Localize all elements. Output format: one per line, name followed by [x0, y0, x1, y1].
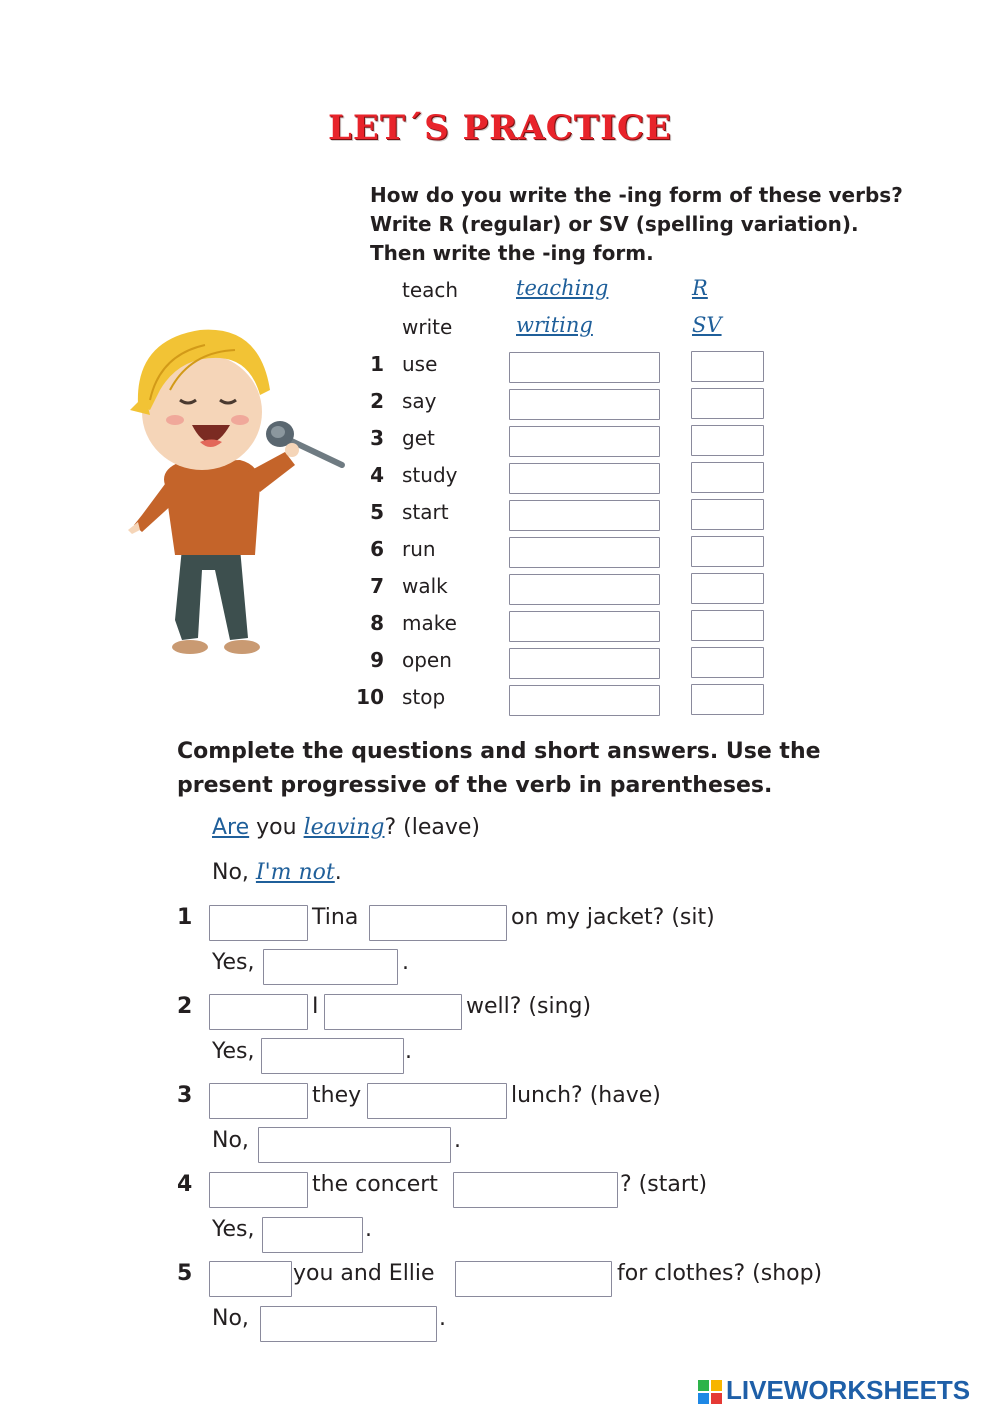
short-answer-input[interactable]	[262, 1217, 363, 1253]
ing-form-input[interactable]	[509, 685, 660, 716]
example-row	[0, 276, 1000, 306]
example-verb: write	[402, 315, 453, 339]
answer-start: No,	[212, 1128, 249, 1153]
liveworksheets-logo-icon	[698, 1380, 722, 1404]
example-question	[212, 815, 480, 840]
main-verb-input[interactable]	[453, 1172, 618, 1208]
spelling-type-input[interactable]	[691, 684, 764, 715]
verb-label: get	[402, 426, 435, 450]
example-type-answer: SV	[692, 313, 722, 337]
verb-row	[0, 498, 1000, 528]
aux-verb-input[interactable]	[209, 1172, 308, 1208]
verb-row	[0, 535, 1000, 565]
example-subject: you	[256, 815, 297, 840]
item-number: 1	[370, 352, 384, 376]
instruction-line: Write R (regular) or SV (spelling variation).	[370, 212, 859, 236]
question-end: on my jacket? (sit)	[511, 905, 715, 930]
main-verb-input[interactable]	[367, 1083, 507, 1119]
example-short-answer: I'm not	[255, 860, 335, 885]
instruction-line: present progressive of the verb in parentheses.	[177, 773, 773, 798]
verb-row	[0, 609, 1000, 639]
aux-verb-input[interactable]	[209, 905, 308, 941]
item-number: 4	[370, 463, 384, 487]
brand-name[interactable]: LIVEWORKSHEETS	[726, 1375, 971, 1405]
example-hint: ? (leave)	[384, 815, 481, 840]
short-answer-input[interactable]	[261, 1038, 404, 1074]
spelling-type-input[interactable]	[691, 536, 764, 567]
verb-row	[0, 350, 1000, 380]
aux-verb-input[interactable]	[209, 994, 308, 1030]
verb-label: start	[402, 500, 449, 524]
example-verb-answer: leaving	[303, 815, 385, 840]
item-number: 3	[370, 426, 384, 450]
ing-form-input[interactable]	[509, 352, 660, 383]
item-number: 8	[370, 611, 384, 635]
aux-verb-input[interactable]	[209, 1083, 308, 1119]
question-end: well? (sing)	[466, 994, 592, 1019]
verb-row	[0, 387, 1000, 417]
spelling-type-input[interactable]	[691, 610, 764, 641]
verb-row	[0, 683, 1000, 713]
verb-label: walk	[402, 574, 448, 598]
ing-form-input[interactable]	[509, 537, 660, 568]
main-verb-input[interactable]	[369, 905, 507, 941]
example-row	[0, 313, 1000, 343]
short-answer-input[interactable]	[263, 949, 398, 985]
example-type-answer: R	[692, 276, 708, 300]
spelling-type-input[interactable]	[691, 388, 764, 419]
answer-end: .	[365, 1217, 372, 1242]
exercise2-instructions	[177, 735, 977, 803]
question-number: 1	[177, 905, 193, 930]
question-end: ? (start)	[620, 1172, 708, 1197]
answer-start: No,	[212, 1306, 249, 1331]
ing-form-input[interactable]	[509, 426, 660, 457]
verb-label: run	[402, 537, 436, 561]
answer-start: Yes,	[212, 1217, 255, 1242]
item-number: 10	[356, 685, 384, 709]
instruction-line: Complete the questions and short answers. Use the	[177, 739, 821, 764]
question-number: 2	[177, 994, 193, 1019]
verb-row	[0, 461, 1000, 491]
example-aux-answer: Are	[212, 815, 250, 840]
page-title: LET´S PRACTICE	[328, 108, 672, 148]
verb-label: make	[402, 611, 457, 635]
answer-end: .	[402, 950, 409, 975]
verb-label: open	[402, 648, 452, 672]
item-number: 6	[370, 537, 384, 561]
verb-row	[0, 646, 1000, 676]
main-verb-input[interactable]	[455, 1261, 612, 1297]
question-subject: they	[312, 1083, 362, 1108]
example-ing-answer: writing	[516, 313, 593, 337]
question-subject: Tina	[312, 905, 359, 930]
answer-start: Yes,	[212, 1039, 255, 1064]
item-number: 2	[370, 389, 384, 413]
answer-end: .	[405, 1039, 412, 1064]
spelling-type-input[interactable]	[691, 462, 764, 493]
short-answer-input[interactable]	[260, 1306, 437, 1342]
verb-label: say	[402, 389, 437, 413]
item-number: 9	[370, 648, 384, 672]
example-answer-end: .	[334, 860, 342, 885]
ing-form-input[interactable]	[509, 611, 660, 642]
question-number: 5	[177, 1261, 193, 1286]
ing-form-input[interactable]	[509, 648, 660, 679]
short-answer-input[interactable]	[258, 1127, 451, 1163]
verb-row	[0, 572, 1000, 602]
answer-start: Yes,	[212, 950, 255, 975]
spelling-type-input[interactable]	[691, 647, 764, 678]
question-subject: you and Ellie	[293, 1261, 435, 1286]
ing-form-input[interactable]	[509, 500, 660, 531]
answer-end: .	[454, 1128, 461, 1153]
question-subject: I	[312, 994, 319, 1019]
answer-end: .	[439, 1306, 446, 1331]
instruction-line: Then write the -ing form.	[370, 241, 654, 265]
main-verb-input[interactable]	[324, 994, 462, 1030]
question-number: 3	[177, 1083, 193, 1108]
verb-label: stop	[402, 685, 446, 709]
spelling-type-input[interactable]	[691, 573, 764, 604]
question-end: lunch? (have)	[511, 1083, 661, 1108]
spelling-type-input[interactable]	[691, 425, 764, 456]
question-number: 4	[177, 1172, 193, 1197]
verb-row	[0, 424, 1000, 454]
ing-form-input[interactable]	[509, 389, 660, 420]
ing-form-input[interactable]	[509, 574, 660, 605]
verb-label: use	[402, 352, 438, 376]
question-subject: the concert	[312, 1172, 438, 1197]
item-number: 7	[370, 574, 384, 598]
example-answer	[212, 860, 342, 885]
verb-label: study	[402, 463, 458, 487]
spelling-type-input[interactable]	[691, 351, 764, 382]
ing-form-input[interactable]	[509, 463, 660, 494]
exercise1-instructions	[370, 181, 970, 268]
example-ing-answer: teaching	[516, 276, 609, 300]
example-verb: teach	[402, 278, 459, 302]
aux-verb-input[interactable]	[209, 1261, 292, 1297]
spelling-type-input[interactable]	[691, 499, 764, 530]
item-number: 5	[370, 500, 384, 524]
example-answer-start: No,	[212, 860, 249, 885]
question-end: for clothes? (shop)	[617, 1261, 823, 1286]
instruction-line: How do you write the -ing form of these verbs?	[370, 183, 903, 207]
